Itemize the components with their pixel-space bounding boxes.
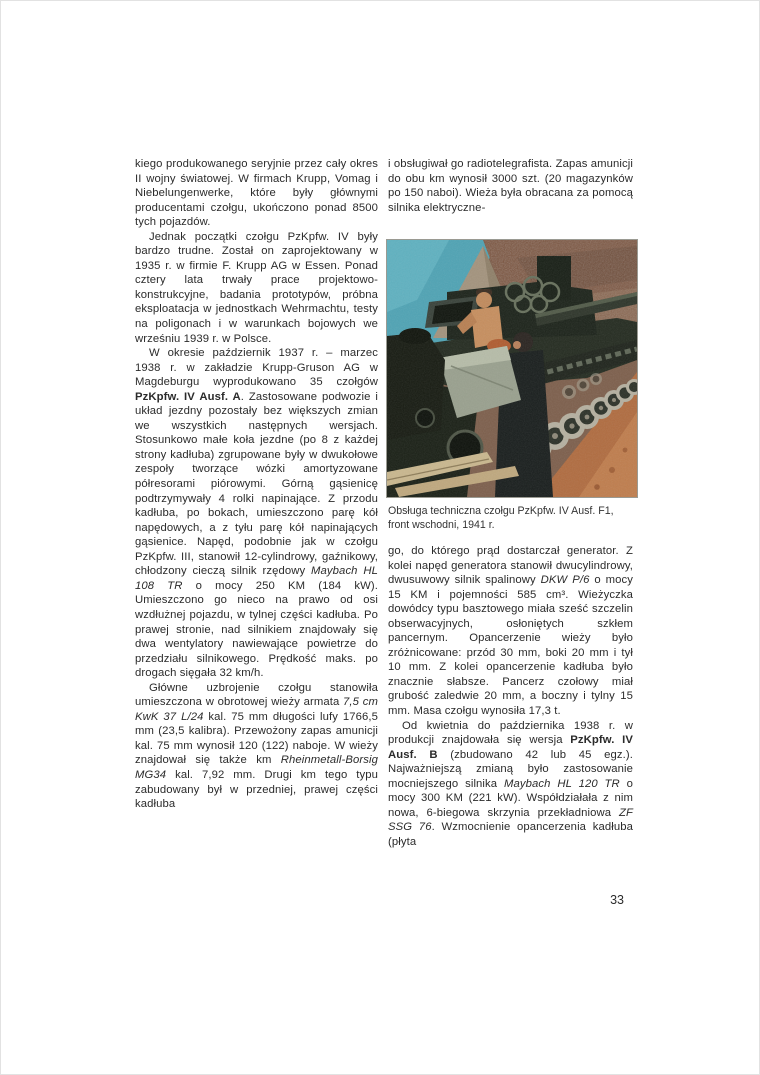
paragraph xyxy=(388,544,633,719)
text-run: Główne uzbrojenie czołgu stanowiła umieszczona w obrotowej wieży armata xyxy=(135,681,378,709)
paragraph xyxy=(135,681,378,812)
paragraph xyxy=(135,346,378,681)
text-run: o mocy 15 KM i pojemności 585 cm³. Wieżyczka dowódcy typu basztowego miała sześć szczelin obserwacyjnych, osłoniętych szkłem pancernym. Opancerzenie wieży było zróżnicowane: przód 30 mm, boki 20 mm i tył 10 mm. Z kolei opancerzenie kadłuba było znacznie słabsze. Pancerz czołowy miał grubość zaledwie 20 mm, a boczny i tylny 15 mm. Masa czołgu wynosiła 17,3 t. xyxy=(388,574,633,718)
text-emphasis: Rheinmetall-Borsig MG34 xyxy=(135,754,378,781)
paragraph xyxy=(388,157,633,215)
photo-caption: Obsługa techniczna czołgu PzKpfw. IV Ausf. F1, front wschodni, 1941 r. xyxy=(388,505,614,531)
text-emphasis: PzKpfw. IV Ausf. A xyxy=(135,390,241,403)
tank-photo-illustration xyxy=(387,240,637,497)
text-run: (zbudowano 42 lub 45 egz.). Najważniejszą zmianą było zastosowanie mocniejszego silnika xyxy=(388,748,633,790)
text-run: kal. 75 mm długości lufy 1766,5 mm (23,5 kalibra). Przewożony zapas amunicji kal. 75 mm wynosił 120 (122) naboje. W wieży znajdował się także km xyxy=(135,710,378,767)
text-run: W okresie październik 1937 r. – marzec 1938 r. w zakładzie Krupp-Gruson AG w Magdeburgu wyprodukowano 35 czołgów xyxy=(135,347,378,389)
text-emphasis: 7,5 cm KwK 37 L/24 xyxy=(135,696,378,723)
page-number: 33 xyxy=(610,893,624,907)
paragraph xyxy=(388,719,633,850)
text-emphasis: Maybach HL 120 TR xyxy=(503,777,620,790)
text-run: o mocy 250 KM (184 kW). Umieszczono go nieco na prawo od osi wzdłużnej pojazdu, w tylnej części kadłuba. Po prawej stronie, nad silnikiem znajdowały się dwa wentylatory nawiewające powietrze do przedziału silnikowego. Prędkość maks. po drogach sięgała 32 km/h. xyxy=(135,579,378,680)
text-run: o mocy 300 KM (221 kW). Współdziałała z nim nowa, 6-biegowa skrzynia przekładniowa xyxy=(388,777,633,819)
text-run: i obsługiwał go radiotelegrafista. Zapas amunicji do obu km wynosił 3000 szt. (20 magazynków po 150 naboi). Wieża była obracana za pomocą silnika elektryczne- xyxy=(388,158,633,214)
text-run: Jednak początki czołgu PzKpfw. IV były bardzo trudne. Został on zaprojektowany w 1935 r. w firmie F. Krupp AG w Essen. Ponad cztery lata trwały prace projektowo-konstrukcyjne, badania prototypów, próbna eksploatacja w jednostkach Wehrmachtu, testy na poligonach i w warunkach bojowych we wrześniu 1939 r. w Polsce. xyxy=(135,230,378,345)
text-emphasis: PzKpfw. IV Ausf. B xyxy=(388,734,633,761)
paragraph xyxy=(135,230,378,346)
text-emphasis: Maybach HL 108 TR xyxy=(135,565,378,592)
text-run: . Wzmocnienie opancerzenia kadłuba (płyta xyxy=(388,821,633,848)
text-run: . Zastosowane podwozie i układ jezdny pozostały bez większych zmian we wszystkich następnych wersjach. Stosunkowo małe koła jezdne (po 8 z każdej strony kadłuba) zgrupowane były w dwukołowe zespoły tworzące wózki amortyzowane półresorami piórowymi. Górną gąsienicę podtrzymywały 4 rolki napinające. Z przodu kadłuba, po bokach, umieszczono parę kół napędowych, a z tyłu parę kół napinających gąsienice. Napęd, podobnie jak w czołgu PzKpfw. III, stanowił 12-cylindrowy, gaźnikowy, chłodzony cieczą silnik rzędowy xyxy=(135,390,379,578)
right-text-column-bottom xyxy=(388,544,633,849)
text-emphasis: ZF SSG 76 xyxy=(388,806,633,834)
text-run: go, do którego prąd dostarczał generator. Z kolei napęd generatora stanowił dwucylindrowy, dwusuwowy silnik spalinowy xyxy=(388,545,633,587)
photo-grain-overlay xyxy=(387,240,637,497)
paragraph xyxy=(135,157,378,230)
left-text-column xyxy=(135,157,378,812)
text-run: Od kwietnia do października 1938 r. w produkcji znajdowała się wersja xyxy=(388,719,633,747)
tank-photo xyxy=(386,239,638,498)
text-run: kal. 7,92 mm. Drugi km tego typu zabudowany był w przedniej, prawej części kadłuba xyxy=(135,768,378,811)
text-run: kiego produkowanego seryjnie przez cały okres II wojny światowej. W firmach Krupp, Vomag i Niebelungenwerke, które były głównymi producentami czołgu, ukończono ponad 8500 tych pojazdów. xyxy=(135,158,378,229)
right-text-column-top xyxy=(388,157,633,215)
text-emphasis: DKW P/6 xyxy=(540,574,590,587)
